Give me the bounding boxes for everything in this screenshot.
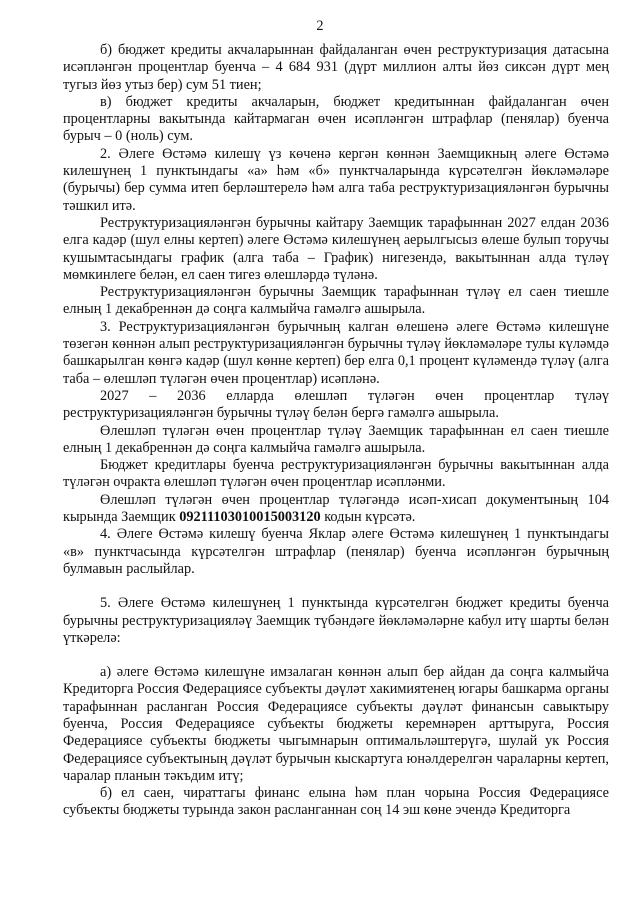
paragraph-interest-payment: 2027 – 2036 елларда өлешләп түләгән өчен процентлар түләү реструктуризацияләнгән бурычны түләү белән бергә гамәлгә ашырыла. [63,387,609,422]
paragraph-5a: а) әлеге Өстәмә килешүне имзалаган көннән алып бер айдан да соңга калмыйча Кредиторга Россия Федерациясе субъекты дәүләт хакимиятенең югары башкарма органы тарафыннан расланган Россия Федерациясе субъекты дәүләт финансын савыктыру буенча, Россия Федерациясе субъекты бюджеты керемнәрен арттыруга, Россия Федерациясе субъекты бюджеты чыгымнарын оптимальләштерүгә, шулай ук Россия Федерациясе субъектының дәүләт бурычын кыскартуга юнәлдерелгән чараларны кертеп, чаралар планын тәкъдим итү; [63,664,609,784]
paragraph-5b: б) ел саен, чираттагы финанс елына һәм план чорына Россия Федерациясе субъекты бюджеты турында закон расланганнан соң 14 эш көне эчендә Кредиторга [63,785,609,819]
paragraph-payment-code [63,492,609,527]
spacer [63,578,609,595]
paragraph-repayment-deadline: Реструктуризацияләнгән бурычны Заемщик тарафыннан түләү ел саен тиешле елның 1 декабреннән дә соңга калмыйча гамәлгә ашырыла. [63,284,609,318]
payment-code-suffix: кодын күрсәтә. [320,509,416,526]
paragraph-1b: б) бюджет кредиты акчаларыннан файдаланган өчен реструктуризация датасына исәпләнгән процентлар буенча – 4 684 931 (дүрт миллион алты йөз сиксән дүрт мең тугыз йөз утыз бер) сум 51 тиен; [63,42,609,93]
payment-code-prefix: Өлешләп түләгән өчен процентлар түләгәндә исәп-хисап документының 104 кырында Заемщик [63,491,609,526]
paragraph-1v: в) бюджет кредиты акчаларын, бюджет кредитыннан файдаланган өчен процентларны вакытында кайтармаган өчен исәпләнгән штрафлар (пенялар) буенча бурыч – 0 (ноль) сум. [63,93,609,145]
spacer [63,647,609,664]
paragraph-early-repayment: Бюджет кредитлары буенча реструктуризацияләнгән бурычны вакытыннан алда түләгән очракта өлешләп түләгән өчен процентлар исәпләнми. [63,457,609,491]
paragraph-repayment-schedule: Реструктуризацияләнгән бурычны кайтару Заемщик тарафыннан 2027 елдан 2036 елга кадәр (шул елны кертеп) әлеге Өстәмә килешүнең аерылгысыз өлеше булып торучы кушымтасындагы график (алга таба – График) нигезендә, вакытыннан алда түләү мөмкинлеге белән, ел саен тигез өлешләрдә түләнә. [63,214,609,283]
payment-code: 09211103010015003120 [179,509,321,526]
paragraph-5: 5. Әлеге Өстәмә килешүнең 1 пунктында күрсәтелгән бюджет кредиты буенча бурычны реструктуризацияләү Заемщик түбәндәге йөкләмәләрне кабул итү шарты белән үткәрелә: [63,595,609,646]
paragraph-interest-deadline: Өлешләп түләгән өчен процентлар түләү Заемщик тарафыннан ел саен тиешле елның 1 декабреннән дә соңга калмыйча гамәлгә ашырыла. [63,422,609,456]
paragraph-4: 4. Әлеге Өстәмә килешү буенча Яклар әлеге Өстәмә килешүнең 1 пунктындагы «в» пунктчасында күрсәтелгән штрафлар (пенялар) буенча исәпләнгән бурычның булмавын раслыйлар. [63,526,609,577]
paragraph-3: 3. Реструктуризацияләнгән бурычның калган өлешенә әлеге Өстәмә килешүне төзегән көннән алып реструктуризацияләнгән бурычны түләү йөкләмәләре тулы күләмдә башкарылган көнгә кадәр (шул көнне кертеп) бер елга 0,1 процент күләмендә түләү (алга таба – өлешләп түләгән өчен процентлар) исәпләнә. [63,318,609,387]
document-body [63,42,609,820]
page-number: 2 [316,18,324,34]
paragraph-2: 2. Әлеге Өстәмә килешү үз көченә кергән көннән Заемщикның әлеге Өстәмә килешүнең 1 пунктындагы «а» һәм «б» пунктчаларында күрсәтелгән йөкләмәләре (бурычы) бер сумма итеп берләштерелә һәм алга таба реструктуризацияләнгән бурычны тәшкил итә. [63,145,609,214]
